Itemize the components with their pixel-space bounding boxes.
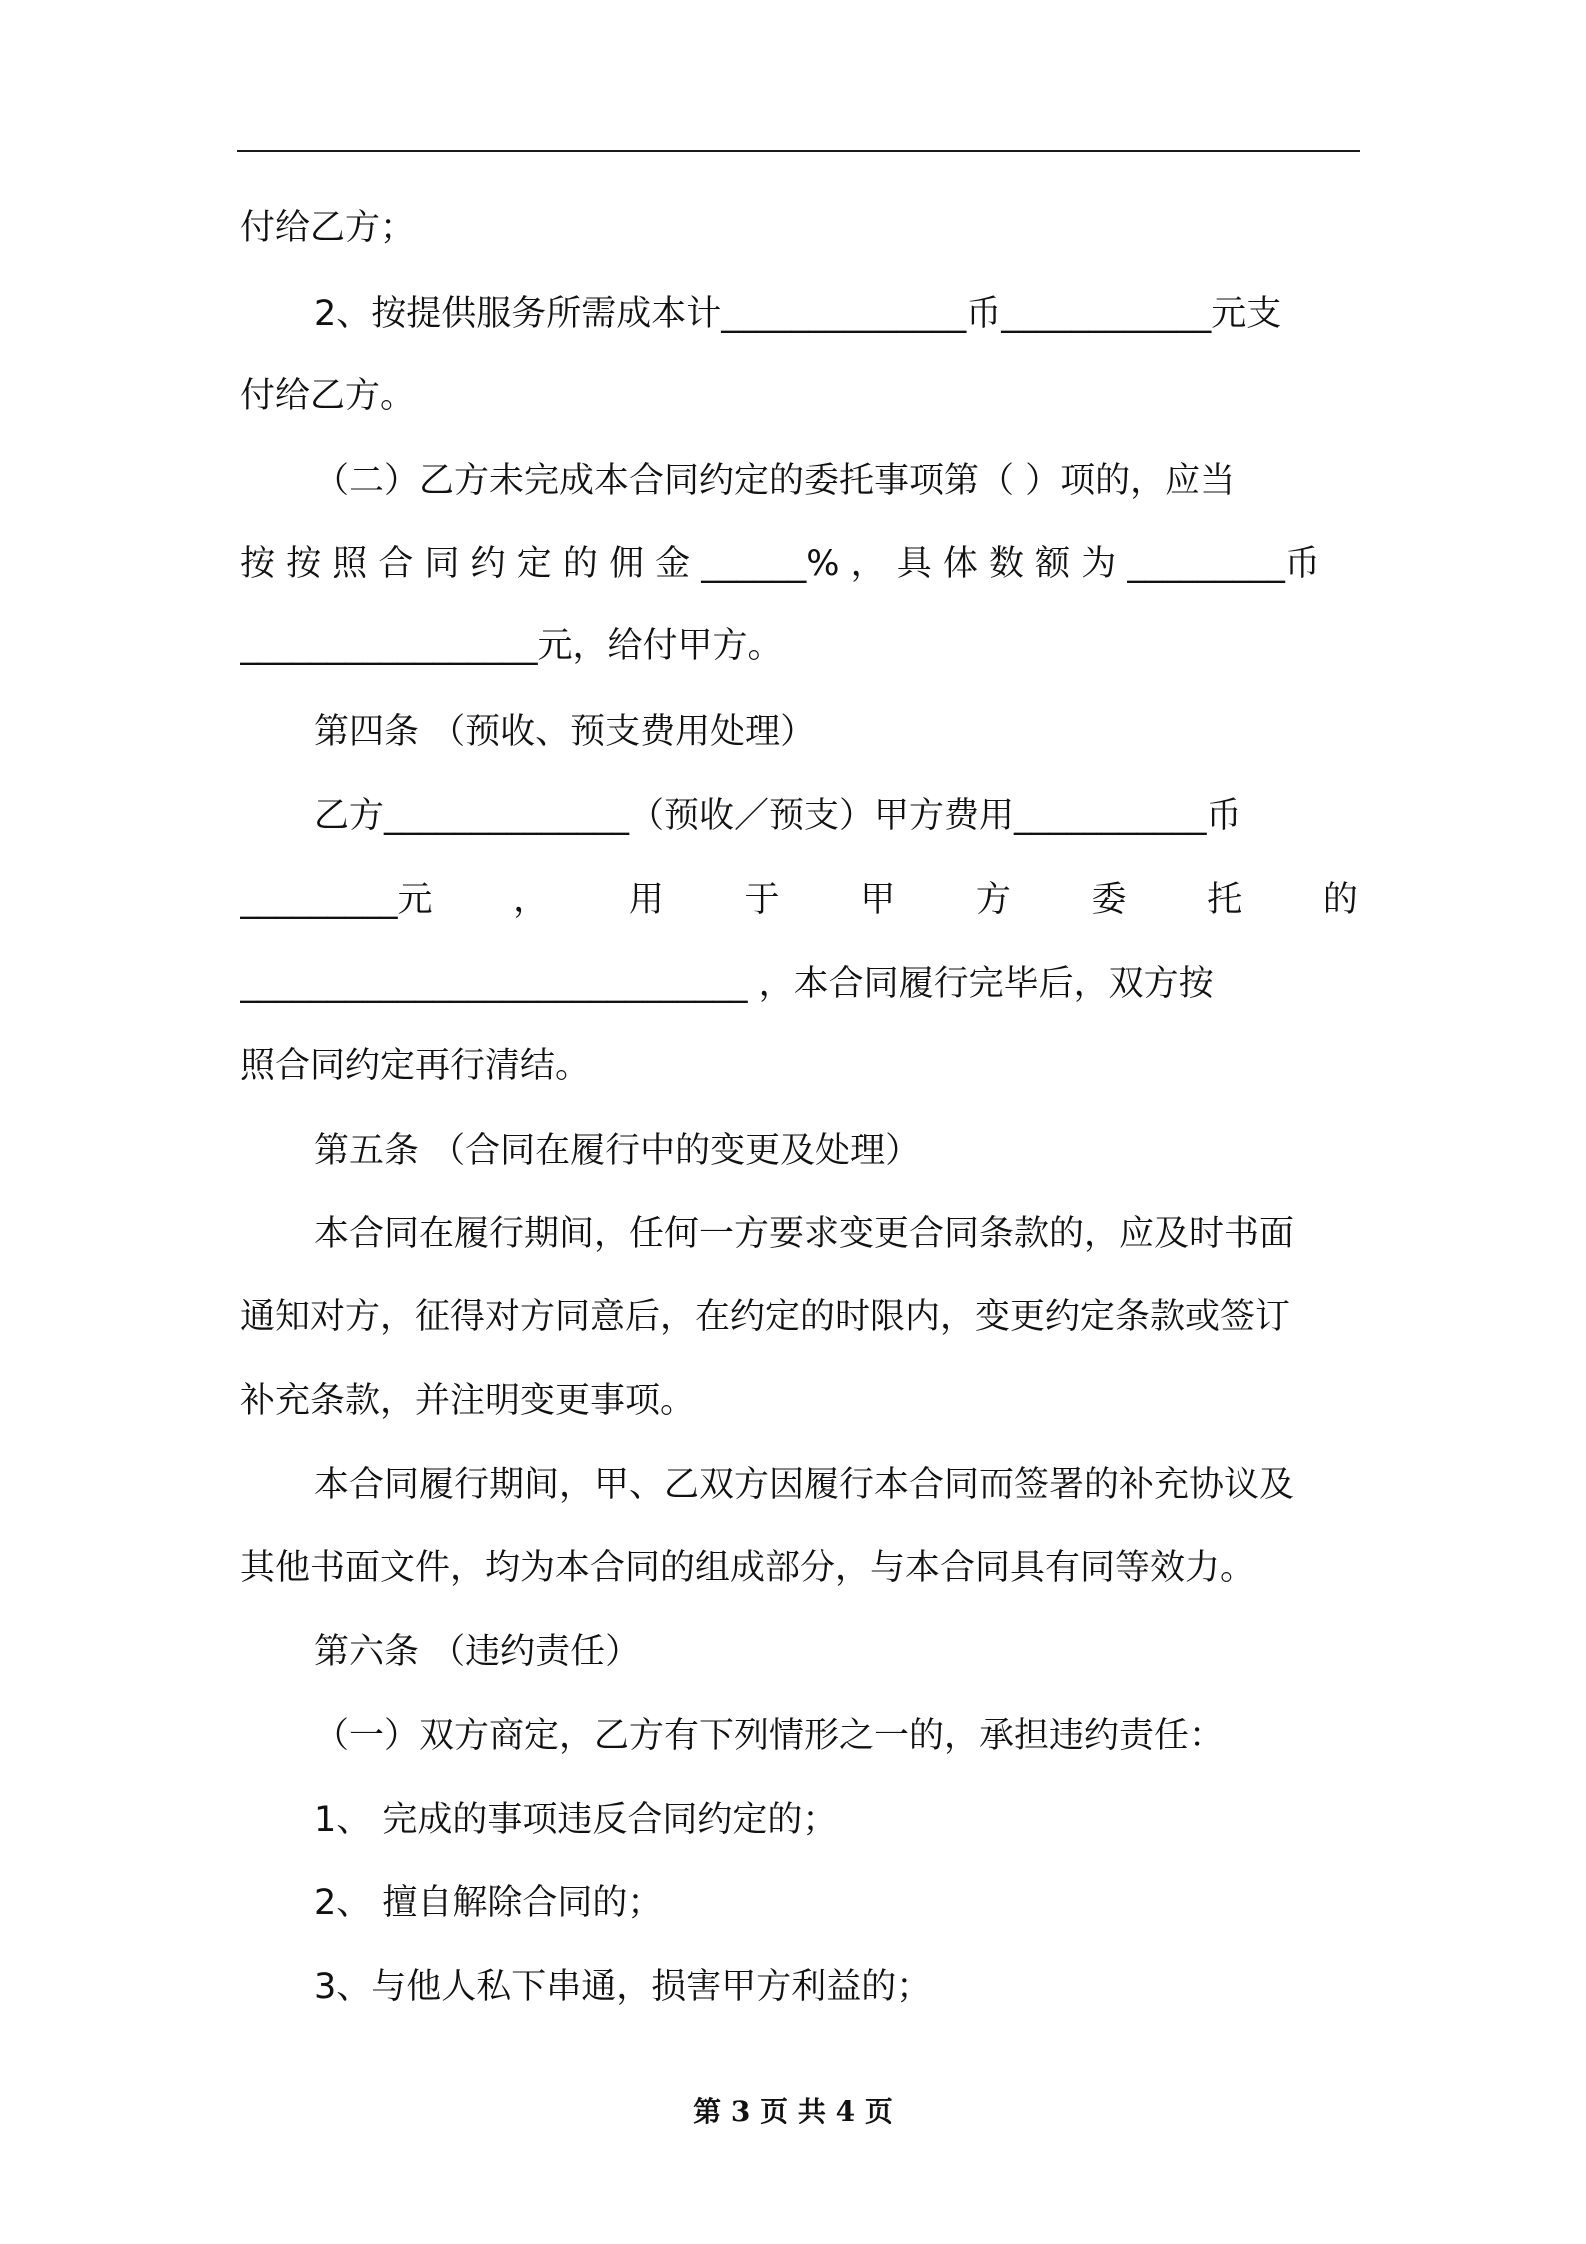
article-6-heading: 第六条 （违约责任） — [314, 1632, 641, 1672]
text-line-3: 付给乙方。 — [240, 376, 416, 416]
list-item-2: 2、 擅自解除合同的； — [314, 1883, 663, 1923]
text-line-13: 本合同在履行期间，任何一方要求变更合同条款的，应及时书面 — [314, 1214, 1295, 1254]
text-line-17: 其他书面文件，均为本合同的组成部分，与本合同具有同等效力。 — [240, 1548, 1256, 1588]
text-line-11: 照合同约定再行清结。 — [240, 1046, 591, 1086]
line-9-part-3: 用 — [628, 880, 664, 920]
text-line-16: 本合同履行期间，甲、乙双方因履行本合同而签署的补充协议及 — [314, 1465, 1295, 1505]
text-line-9 — [240, 876, 1358, 924]
line-9-part-2: ， — [513, 880, 549, 920]
article-5-heading: 第五条 （合同在履行中的变更及处理） — [314, 1131, 921, 1171]
line-9-part-9: 的 — [1322, 880, 1358, 920]
text-line-8: 乙方______________（预收／预支）甲方费用___________币 — [314, 796, 1242, 836]
text-line-14: 通知对方，征得对方同意后，在约定的时限内，变更约定条款或签订 — [240, 1297, 1291, 1337]
line-9-part-8: 托 — [1207, 880, 1243, 920]
list-item-3: 3、与他人私下串通，损害甲方利益的； — [314, 1967, 932, 2007]
text-line-2: 2、按提供服务所需成本计______________币____________元支 — [314, 294, 1282, 334]
text-line-4: （二）乙方未完成本合同约定的委托事项第（ ）项的，应当 — [314, 461, 1236, 501]
line-9-part-6: 方 — [975, 880, 1011, 920]
text-line-1: 付给乙方； — [240, 208, 416, 248]
article-4-heading: 第四条 （预收、预支费用处理） — [314, 712, 816, 752]
list-item-1: 1、 完成的事项违反合同约定的； — [314, 1800, 838, 1840]
text-line-6: _________________元，给付甲方。 — [240, 626, 783, 666]
header-rule — [237, 150, 1360, 152]
text-line-19: （一）双方商定，乙方有下列情形之一的，承担违约责任： — [314, 1716, 1225, 1756]
text-line-10: _____________________________ ，本合同履行完毕后，双方按 — [240, 964, 1214, 1004]
line-9-part-7: 委 — [1091, 880, 1127, 920]
page-footer: 第 3 页 共 4 页 — [693, 2095, 893, 2128]
text-line-5: 按 按 照 合 同 约 定 的 佣 金 ______% ， 具 体 数 额 为 _________币 — [240, 544, 1320, 584]
line-9-part-5: 甲 — [860, 880, 896, 920]
line-9-part-4: 于 — [744, 880, 780, 920]
text-line-15: 补充条款，并注明变更事项。 — [240, 1381, 696, 1421]
line-9-part-1: _________元 — [240, 880, 433, 920]
